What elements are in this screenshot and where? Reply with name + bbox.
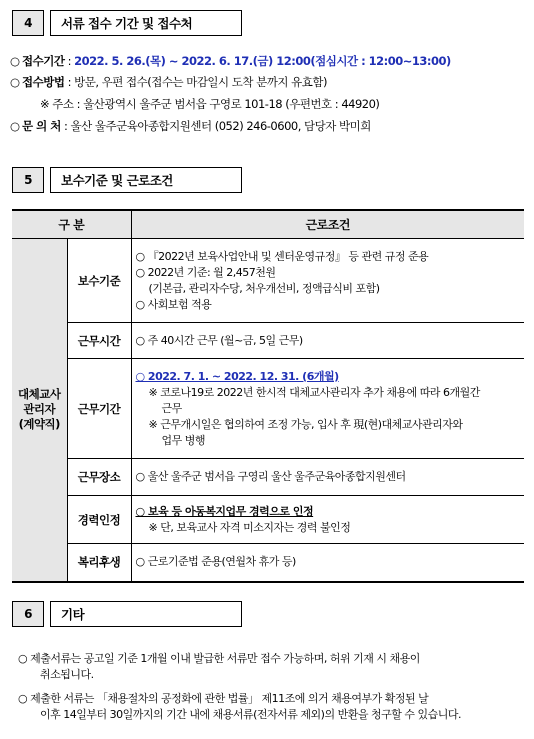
section-number: 6 bbox=[12, 601, 44, 627]
row-label-place: 근무장소 bbox=[67, 459, 131, 496]
header-conditions: 근로조건 bbox=[131, 210, 524, 239]
row-content-term: ○ 2022. 7. 1. ~ 2022. 12. 31. (6개월) ※ 코로나19로 2022년 한시적 대체교사관리자 추가 채용에 따라 6개월간 근무 ※ 근무개시일은 협의하여 조정 가능, 입사 후 現(현)대체교사관리자와 업무 병행 bbox=[131, 359, 524, 459]
header-category: 구 분 bbox=[12, 210, 131, 239]
row-content-welfare: ○ 근로기준법 준용(연월차 휴가 등) bbox=[131, 544, 524, 582]
row-label-welfare: 복리후생 bbox=[67, 544, 131, 582]
address-line: ※ 주소 : 울산광역시 울주군 범서읍 구영로 101-18 (우편번호 : 44920) bbox=[40, 97, 380, 111]
row-label-term: 근무기간 bbox=[67, 359, 131, 459]
section6-header bbox=[12, 601, 242, 627]
period-label: 접수기간 bbox=[22, 54, 65, 68]
row-content-hours: ○ 주 40시간 근무 (월~금, 5일 근무) bbox=[131, 323, 524, 359]
note-paragraph-1: ○ 제출서류는 공고일 기준 1개월 이내 발급한 서류만 접수 가능하며, 허위 기재 시 채용이 취소됩니다. bbox=[18, 652, 420, 681]
conditions-table bbox=[12, 209, 524, 583]
bullet-icon: ○ bbox=[10, 75, 20, 89]
section-title: 기타 bbox=[50, 601, 242, 627]
period-line: 접수기간 : 2022. 5. 26.(목) ~ 2022. 6. 17.(금) 12:00(점심시간 : 12:00~13:00) bbox=[22, 54, 451, 68]
group-label: 대체교사 관리자 (계약직) bbox=[12, 239, 67, 582]
contact-value: 울산 울주군육아종합지원센터 (052) 246-0600, 담당자 박미희 bbox=[70, 119, 371, 133]
section-title: 보수기준 및 근로조건 bbox=[50, 167, 242, 193]
row-content-pay: ○ 『2022년 보육사업안내 및 센터운영규정』 등 관련 규정 준용 ○ 2022년 기준: 월 2,457천원 (기본급, 관리자수당, 처우개선비, 정액급식비 포함) ○ 사회보험 적용 bbox=[131, 239, 524, 323]
row-label-career: 경력인정 bbox=[67, 496, 131, 544]
method-label: 접수방법 bbox=[22, 75, 65, 89]
section-number: 5 bbox=[12, 167, 44, 193]
bullet-icon: ○ bbox=[10, 119, 20, 133]
method-value: 방문, 우편 접수(접수는 마감일시 도착 분까지 유효함) bbox=[74, 75, 327, 89]
row-label-pay: 보수기준 bbox=[67, 239, 131, 323]
section-title: 서류 접수 기간 및 접수처 bbox=[50, 10, 242, 36]
contact-label: 문 의 처 bbox=[22, 119, 61, 133]
section4-header bbox=[12, 10, 242, 36]
row-content-career: ○ 보육 등 아동복지업무 경력으로 인정 ※ 단, 보육교사 자격 미소지자는 경력 불인정 bbox=[131, 496, 524, 544]
section5-header bbox=[12, 167, 242, 193]
note-paragraph-2: ○ 제출한 서류는 「채용절차의 공정화에 관한 법률」 제11조에 의거 채용여부가 확정된 날 이후 14일부터 30일까지의 기간 내에 채용서류(전자서류 제외)의 반환을 청구할 수 있습니다. bbox=[18, 692, 461, 721]
method-line: 접수방법 : 방문, 우편 접수(접수는 마감일시 도착 분까지 유효함) bbox=[22, 75, 327, 89]
row-label-hours: 근무시간 bbox=[67, 323, 131, 359]
bullet-icon: ○ bbox=[10, 54, 20, 68]
period-value: 2022. 5. 26.(목) ~ 2022. 6. 17.(금) 12:00(점심시간 : 12:00~13:00) bbox=[74, 54, 451, 68]
row-content-place: ○ 울산 울주군 범서읍 구영리 울산 울주군육아종합지원센터 bbox=[131, 459, 524, 496]
contact-line: 문 의 처 : 울산 울주군육아종합지원센터 (052) 246-0600, 담당자 박미희 bbox=[22, 119, 371, 133]
section-number: 4 bbox=[12, 10, 44, 36]
